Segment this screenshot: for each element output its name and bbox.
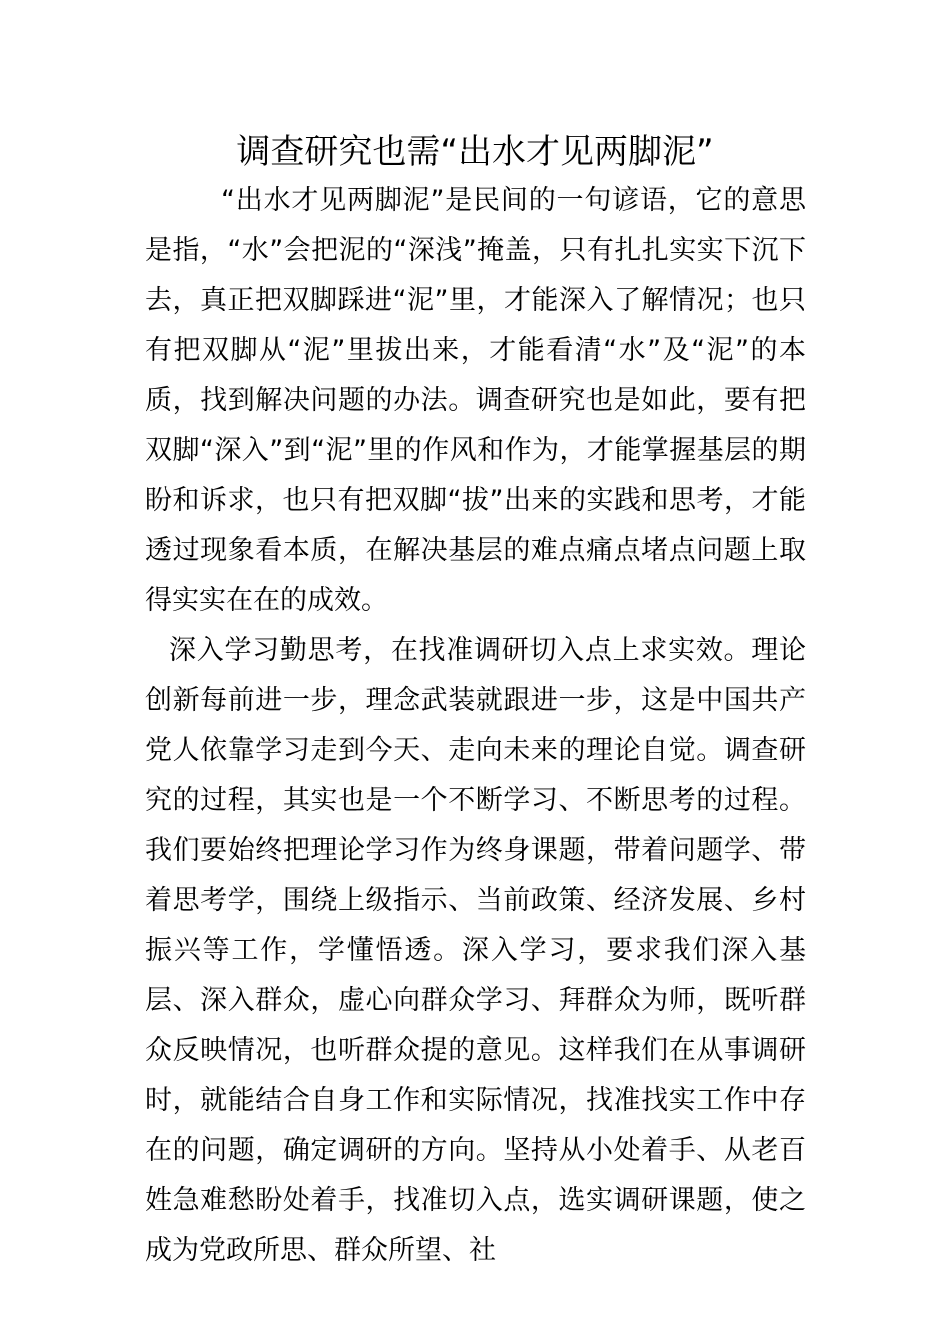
paragraph-intro: “出水才见两脚泥”是民间的一句谚语，它的意思是指，“水”会把泥的“深浅”掩盖，只有扎扎实实下沉下去，真正把双脚踩进“泥”里，才能深入了解情况；也只有把双脚从“泥”里拔出来，才能看清“水”及“泥”的本质，找到解决问题的办法。调查研究也是如此，要有把双脚“深入”到“泥”里的作风和作为，才能掌握基层的期盼和诉求，也只有把双脚“拔”出来的实践和思考，才能透过现象看本质，在解决基层的难点痛点堵点问题上取得实实在在的成效。 (145, 185, 806, 616)
document-title: 调查研究也需“出水才见两脚泥” (236, 132, 714, 172)
paragraph-study: 深入学习勤思考，在找准调研切入点上求实效。理论创新每前进一步，理念武装就跟进一步，这是中国共产党人依靠学习走到今天、走向未来的理论自觉。调查研究的过程，其实也是一个不断学习、不断思考的过程。我们要始终把理论学习作为终身课题，带着问题学、带着思考学，围绕上级指示、当前政策、经济发展、乡村振兴等工作，学懂悟透。深入学习，要求我们深入基层、深入群众，虚心向群众学习、拜群众为师，既听群众反映情况，也听群众提的意见。这样我们在从事调研时，就能结合自身工作和实际情况，找准找实工作中存在的问题，确定调研的方向。坚持从小处着手、从老百姓急难愁盼处着手，找准切入点，选实调研课题，使之成为党政所思、群众所望、社 (145, 635, 806, 1266)
